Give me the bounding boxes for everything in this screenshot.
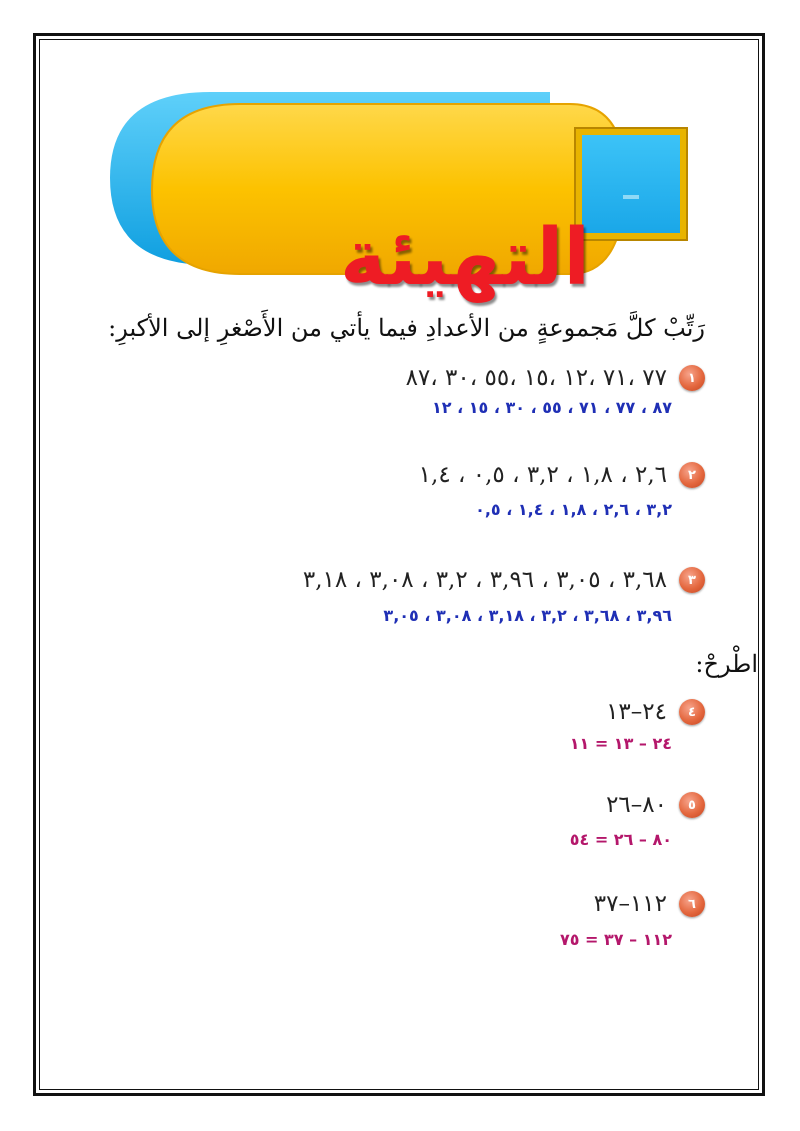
question-number-badge: ١ bbox=[679, 365, 705, 391]
question-4 bbox=[606, 692, 705, 732]
question-2 bbox=[419, 455, 705, 495]
question-5 bbox=[606, 785, 705, 825]
answer-4: ٢٤ – ١٣ = ١١ bbox=[569, 734, 672, 753]
question-text: ١١٢–٣٧ bbox=[593, 891, 667, 917]
header-banner bbox=[110, 80, 710, 303]
question-number-badge: ٢ bbox=[679, 462, 705, 488]
question-text: ٨٠–٢٦ bbox=[606, 792, 667, 818]
answer-3: ٣,٩٦ ، ٣,٦٨ ، ٣,٢ ، ٣,١٨ ، ٣,٠٨ ، ٣,٠٥ bbox=[383, 606, 672, 625]
question-6 bbox=[594, 884, 705, 924]
answer-5: ٨٠ – ٢٦ = ٥٤ bbox=[569, 830, 672, 849]
question-text: ٢,٦ ، ١,٨ ، ٣,٢ ، ٠,٥ ، ١,٤ bbox=[418, 462, 667, 488]
question-number-badge: ٣ bbox=[679, 567, 705, 593]
question-text: ٢٤–١٣ bbox=[606, 699, 667, 725]
ordering-instruction: رَتِّبْ كلَّ مَجموعةٍ من الأعدادِ فيما يأتي من الأَصْغرِ إلى الأكبرِ: bbox=[108, 314, 705, 342]
subtract-instruction: اطْرحْ: bbox=[695, 650, 758, 678]
question-number-badge: ٥ bbox=[679, 792, 705, 818]
answer-1: ٨٧ ، ٧٧ ، ٧١ ، ٥٥ ، ٣٠ ، ١٥ ، ١٢ bbox=[431, 398, 672, 417]
answer-2: ٣,٢ ، ٢,٦ ، ١,٨ ، ١,٤ ، ٠,٥ bbox=[475, 500, 672, 519]
question-number-badge: ٤ bbox=[679, 699, 705, 725]
question-1 bbox=[406, 358, 705, 398]
question-number-badge: ٦ bbox=[679, 891, 705, 917]
question-text: ٣,٦٨ ، ٣,٠٥ ، ٣,٩٦ ، ٣,٢ ، ٣,٠٨ ، ٣,١٨ bbox=[302, 567, 667, 593]
question-text: ٧٧ ،٧١ ،١٢ ،١٥ ،٥٥ ،٣٠ ،٨٧ bbox=[405, 365, 667, 391]
question-3 bbox=[303, 560, 705, 600]
answer-6: ١١٢ – ٣٧ = ٧٥ bbox=[559, 930, 672, 949]
page-title: التهيئة bbox=[339, 213, 591, 303]
